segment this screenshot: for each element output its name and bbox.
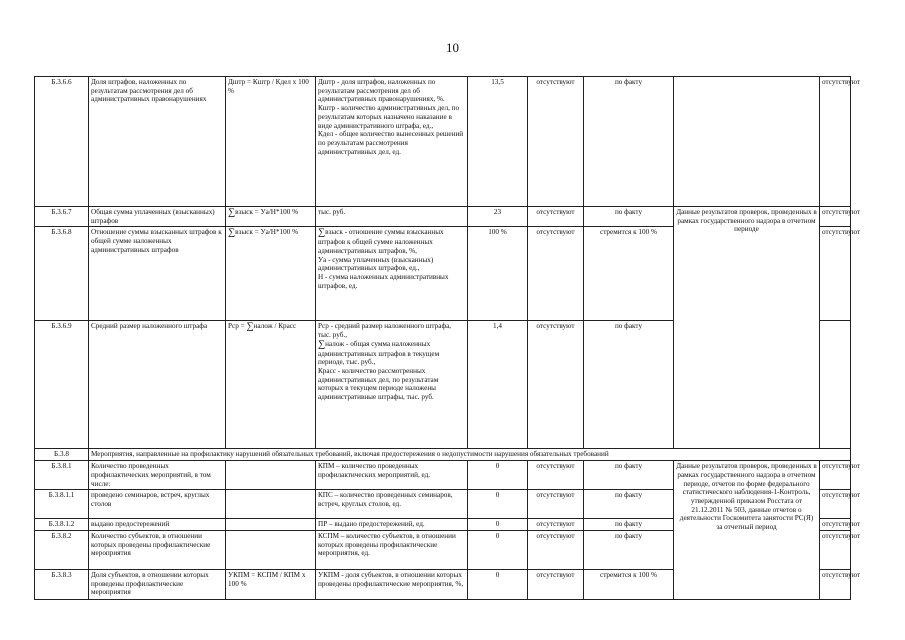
- table-row: [35, 461, 851, 490]
- indicator-value: 0: [468, 461, 528, 490]
- indicator-target: по факту: [584, 77, 674, 207]
- indicator-target: стремится к 100 %: [584, 569, 674, 599]
- indicator-name: Средний размер наложенного штрафа: [89, 321, 226, 449]
- indicator-formula: [226, 461, 316, 490]
- indicator-description: ∑взыск - отношение суммы взысканных штрафов к общей сумме наложенных административных штрафов, %, Уа - сумма уплаченных (взысканных) административных штрафов, ед., Н - сумма наложенных административных штрафов, ед.: [316, 227, 468, 321]
- indicator-name: Количество субъектов, в отношении которых проведены профилактические мероприятия: [89, 530, 226, 569]
- indicator-description: КСПМ – количество субъектов, в отношении которых проведены профилактические мероприятия, ед.: [316, 530, 468, 569]
- indicator-source: Данные результатов проверок, проведенных в рамках государственного надзора в отчетном периоде, отчетов по форме федерального статистического наблюдения-1-Контроль, утвержденной приказом Росстата от 21.12.2011 № 503, данные отчетов о деятельности Госкомитета занятости РС(Я) за отчетный период: [674, 461, 820, 600]
- sum-symbol-icon: ∑: [318, 227, 326, 239]
- indicator-code: Б.3.6.8: [35, 227, 89, 321]
- indicator-target: стремится к 100 %: [584, 227, 674, 321]
- sum-symbol-icon: ∑: [318, 338, 326, 350]
- indicator-value: 100 %: [468, 227, 528, 321]
- indicator-source: [674, 77, 820, 207]
- indicator-description: Рср - средний размер наложенного штрафа, тыс. руб., ∑налож - общая сумма наложенных административных штрафов в текущем периоде, тыс. руб., Красс - количество рассмотренных административных дел, по результатам которых в текущем периоде наложены административные штрафы, тыс. руб.: [316, 321, 468, 449]
- indicator-formula: УКПМ = КСПМ / КПМ х 100 %: [226, 569, 316, 599]
- sum-symbol-icon: ∑: [246, 321, 254, 333]
- indicator-value: 0: [468, 519, 528, 531]
- indicator-description: КПС – количество проведенных семинаров, встреч, круглых столов, ед.: [316, 490, 468, 519]
- indicator-code: Б.3.8.1.1: [35, 490, 89, 519]
- indicator-notes: отсутствуют: [820, 207, 851, 227]
- section-code: Б.3.8: [35, 449, 89, 461]
- indicator-description: КПМ – количество проведенных профилактических мероприятий, ед.: [316, 461, 468, 490]
- indicator-name: выдано предостережений: [89, 519, 226, 531]
- indicator-criteria: отсутствуют: [528, 461, 584, 490]
- indicator-value: 13,5: [468, 77, 528, 207]
- indicator-notes: отсутствуют: [820, 461, 851, 490]
- sum-symbol-icon: ∑: [228, 227, 236, 239]
- indicator-formula: [226, 490, 316, 519]
- indicator-target: по факту: [584, 530, 674, 569]
- indicator-criteria: отсутствуют: [528, 77, 584, 207]
- indicator-description: Дштр - доля штрафов, наложенных по результатам рассмотрения дел об административных правонарушениях, %. Кштр - количество административных дел, по результатам которых назначено наказание в виде административного штрафа, ед., Кдел - общее количество вынесенных решений по результатам рассмотрения административных дел, ед.: [316, 77, 468, 207]
- indicator-value: 0: [468, 569, 528, 599]
- indicator-criteria: отсутствуют: [528, 207, 584, 227]
- indicator-notes: отсутствуют: [820, 530, 851, 569]
- indicator-target: по факту: [584, 461, 674, 490]
- indicator-target: по факту: [584, 321, 674, 449]
- indicator-value: 0: [468, 530, 528, 569]
- table-row: [35, 207, 851, 227]
- indicator-notes: отсутствуют: [820, 227, 851, 321]
- indicator-criteria: отсутствуют: [528, 519, 584, 531]
- indicator-name: Общая сумма уплаченных (взысканных) штрафов: [89, 207, 226, 227]
- indicator-source: Данные результатов проверок, проведенных в рамках государственного надзора в отчетном периоде: [674, 207, 820, 449]
- indicators-table: [34, 76, 861, 600]
- indicator-criteria: отсутствуют: [528, 569, 584, 599]
- section-row: [35, 449, 851, 461]
- indicator-name: Количество проведенных профилактических мероприятий, в том числе:: [89, 461, 226, 490]
- indicator-criteria: отсутствуют: [528, 530, 584, 569]
- indicator-code: Б.3.8.3: [35, 569, 89, 599]
- indicator-formula: [226, 530, 316, 569]
- indicator-name: Отношение суммы взысканных штрафов к общей сумме наложенных административных штрафов: [89, 227, 226, 321]
- indicator-formula: ∑взыск = Уа/Н*100 %: [226, 227, 316, 321]
- section-title: Мероприятия, направленные на профилактику нарушений обязательных требований, включая предостережения о недопустимости нарушения обязательных требований: [89, 449, 851, 461]
- indicator-formula: ∑взыск = Уа/Н*100 %: [226, 207, 316, 227]
- indicator-formula: Дштр = Кштр / Кдел х 100 %: [226, 77, 316, 207]
- indicator-name: проведено семинаров, встреч, круглых столов: [89, 490, 226, 519]
- indicator-code: Б.3.6.6: [35, 77, 89, 207]
- indicator-description: тыс. руб.: [316, 207, 468, 227]
- indicator-code: Б.3.8.2: [35, 530, 89, 569]
- sum-symbol-icon: ∑: [228, 207, 236, 218]
- indicator-target: по факту: [584, 490, 674, 519]
- indicator-notes: отсутствуют: [820, 77, 851, 207]
- indicator-code: Б.3.6.7: [35, 207, 89, 227]
- indicator-target: по факту: [584, 207, 674, 227]
- indicator-criteria: отсутствуют: [528, 490, 584, 519]
- indicator-code: Б.3.6.9: [35, 321, 89, 449]
- indicator-value: 1,4: [468, 321, 528, 449]
- indicator-name: Доля субъектов, в отношении которых проведены профилактические мероприятия: [89, 569, 226, 599]
- indicator-notes: отсутствуют: [820, 569, 851, 599]
- indicator-description: УКПМ - доля субъектов, в отношении которых проведены профилактические мероприятия, %,: [316, 569, 468, 599]
- indicator-notes: отсутствуют: [820, 490, 851, 519]
- indicator-name: Доля штрафов, наложенных по результатам рассмотрения дел об административных правонарушениях: [89, 77, 226, 207]
- page-number: 10: [446, 40, 459, 55]
- indicator-code: Б.3.8.1: [35, 461, 89, 490]
- indicator-formula: [226, 519, 316, 531]
- indicator-criteria: отсутствуют: [528, 321, 584, 449]
- indicator-criteria: отсутствуют: [528, 227, 584, 321]
- indicator-target: по факту: [584, 519, 674, 531]
- table-row: [35, 77, 851, 207]
- indicator-code: Б.3.8.1.2: [35, 519, 89, 531]
- indicator-value: 23: [468, 207, 528, 227]
- indicator-description: ПР – выдано предостережений, ед.: [316, 519, 468, 531]
- indicator-value: 0: [468, 490, 528, 519]
- indicator-notes: отсутствуют: [820, 519, 851, 531]
- indicator-formula: Рср = ∑налож / Красс: [226, 321, 316, 449]
- indicator-source: [820, 321, 851, 449]
